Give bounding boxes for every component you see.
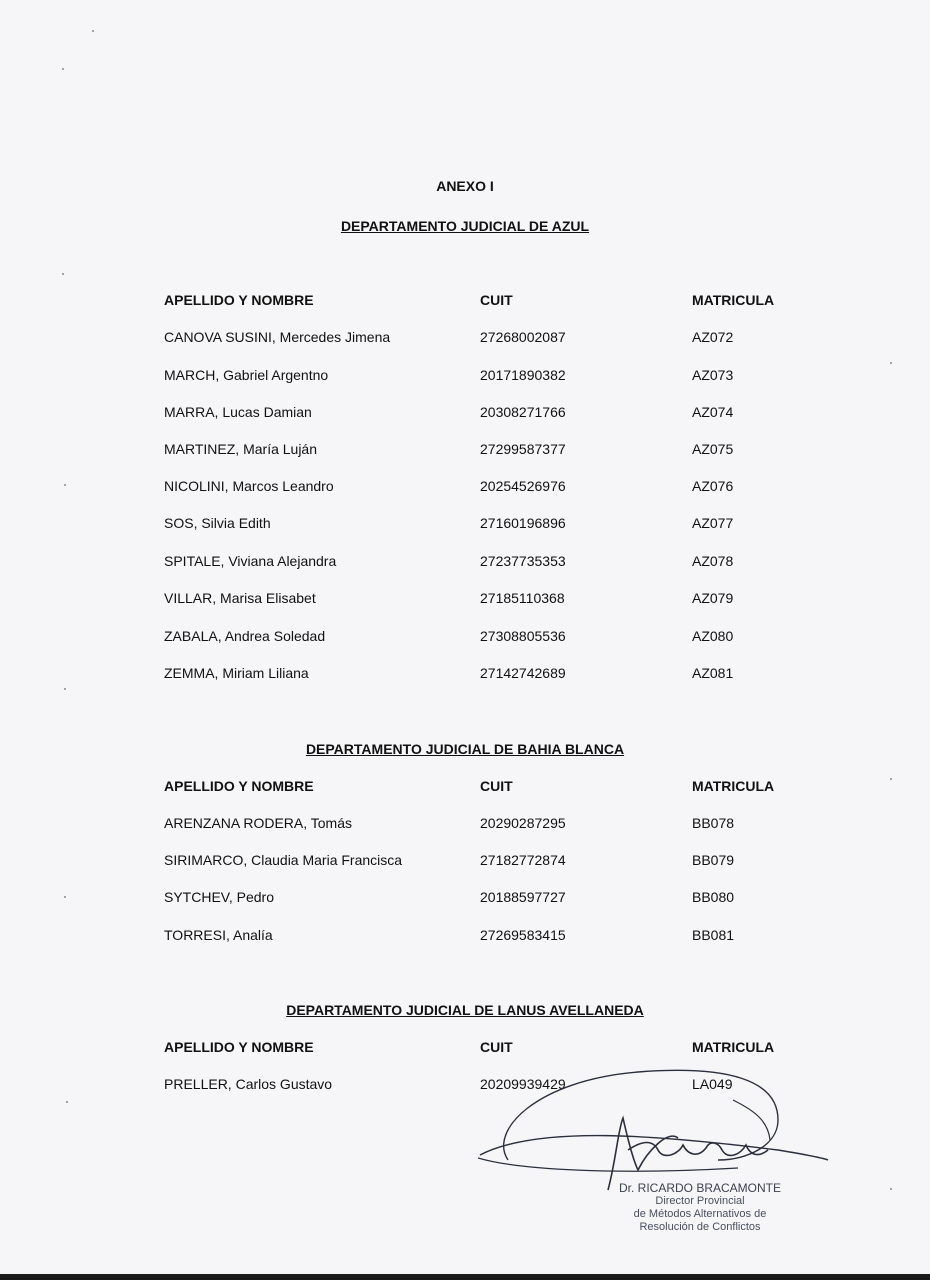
row-matricula: AZ073 — [692, 367, 734, 383]
signature-stamp — [600, 1182, 800, 1234]
row-name: ZABALA, Andrea Soledad — [164, 628, 326, 644]
row-matricula: AZ075 — [692, 441, 734, 457]
table-row — [0, 553, 930, 573]
row-name: VILLAR, Marisa Elisabet — [164, 590, 316, 606]
scan-speck — [64, 896, 66, 898]
row-cuit: 27269583415 — [480, 927, 566, 943]
scan-bottom-edge — [0, 1274, 930, 1280]
row-matricula: BB078 — [692, 815, 735, 831]
row-cuit: 27299587377 — [480, 441, 566, 457]
header-matricula: MATRICULA — [692, 778, 775, 794]
header-matricula: MATRICULA — [692, 1039, 775, 1055]
department-title-lanus-avellaneda: DEPARTAMENTO JUDICIAL DE LANUS AVELLANEDA — [286, 1002, 644, 1018]
row-name: SYTCHEV, Pedro — [164, 889, 274, 905]
department-title-azul: DEPARTAMENTO JUDICIAL DE AZUL — [340, 218, 590, 234]
table-header — [0, 778, 930, 798]
table-row — [0, 628, 930, 648]
row-name: MARRA, Lucas Damian — [164, 404, 312, 420]
scan-speck — [890, 778, 892, 780]
signatory-title-line: Director Provincial — [655, 1195, 745, 1207]
table-row — [0, 478, 930, 498]
row-cuit: 27182772874 — [480, 852, 566, 868]
annex-title: ANEXO I — [436, 178, 494, 194]
scan-speck — [62, 273, 64, 275]
row-cuit: 20171890382 — [480, 367, 566, 383]
header-name: APELLIDO Y NOMBRE — [164, 1039, 314, 1055]
signatory-title-line: de Métodos Alternativos de — [633, 1208, 767, 1220]
signatory-name: Dr. RICARDO BRACAMONTE — [618, 1181, 781, 1195]
row-matricula: BB080 — [692, 889, 735, 905]
row-matricula: BB079 — [692, 852, 735, 868]
table-row — [0, 665, 930, 685]
row-name: SOS, Silvia Edith — [164, 515, 271, 531]
table-row — [0, 367, 930, 387]
row-matricula: BB081 — [692, 927, 735, 943]
scan-speck — [62, 68, 64, 70]
scan-speck — [64, 688, 66, 690]
row-matricula: AZ081 — [692, 665, 734, 681]
row-matricula: AZ076 — [692, 478, 734, 494]
table-row — [0, 404, 930, 424]
department-title-bahia-blanca: DEPARTAMENTO JUDICIAL DE BAHIA BLANCA — [305, 741, 625, 757]
row-cuit: 27308805536 — [480, 628, 566, 644]
scan-speck — [66, 1101, 68, 1103]
table-header — [0, 292, 930, 312]
table-row — [0, 815, 930, 835]
table-row — [0, 927, 930, 947]
row-matricula: AZ074 — [692, 404, 734, 420]
header-matricula: MATRICULA — [692, 292, 775, 308]
row-matricula: AZ072 — [692, 329, 734, 345]
row-matricula: AZ077 — [692, 515, 734, 531]
scan-speck — [890, 362, 892, 364]
row-name: SIRIMARCO, Claudia Maria Francisca — [164, 852, 403, 868]
table-row — [0, 590, 930, 610]
row-matricula: AZ078 — [692, 553, 734, 569]
row-cuit: 20188597727 — [480, 889, 566, 905]
row-matricula: LA049 — [692, 1076, 733, 1092]
row-cuit: 20290287295 — [480, 815, 566, 831]
row-cuit: 27237735353 — [480, 553, 566, 569]
row-name: ZEMMA, Miriam Liliana — [164, 665, 309, 681]
row-name: SPITALE, Viviana Alejandra — [164, 553, 337, 569]
header-name: APELLIDO Y NOMBRE — [164, 292, 314, 308]
row-cuit: 20254526976 — [480, 478, 566, 494]
header-cuit: CUIT — [480, 292, 513, 308]
row-name: MARCH, Gabriel Argentno — [164, 367, 329, 383]
header-cuit: CUIT — [480, 778, 513, 794]
row-cuit: 20308271766 — [480, 404, 566, 420]
signatory-title-line: Resolución de Conflictos — [639, 1221, 761, 1233]
row-name: ARENZANA RODERA, Tomás — [164, 815, 353, 831]
table-row — [0, 329, 930, 349]
table-row — [0, 441, 930, 461]
row-cuit: 27142742689 — [480, 665, 566, 681]
row-name: CANOVA SUSINI, Mercedes Jimena — [164, 329, 391, 345]
row-cuit: 20209939429 — [480, 1076, 566, 1092]
scan-speck — [64, 484, 66, 486]
table-row — [0, 852, 930, 872]
scan-speck — [890, 1188, 892, 1190]
row-name: TORRESI, Analía — [164, 927, 273, 943]
row-matricula: AZ080 — [692, 628, 734, 644]
row-matricula: AZ079 — [692, 590, 734, 606]
table-row — [0, 889, 930, 909]
scan-speck — [92, 30, 94, 32]
header-cuit: CUIT — [480, 1039, 513, 1055]
row-name: MARTINEZ, María Luján — [164, 441, 318, 457]
header-name: APELLIDO Y NOMBRE — [164, 778, 314, 794]
row-cuit: 27185110368 — [480, 590, 565, 606]
row-cuit: 27160196896 — [480, 515, 566, 531]
row-name: PRELLER, Carlos Gustavo — [164, 1076, 333, 1092]
row-name: NICOLINI, Marcos Leandro — [164, 478, 334, 494]
table-row — [0, 515, 930, 535]
row-cuit: 27268002087 — [480, 329, 566, 345]
